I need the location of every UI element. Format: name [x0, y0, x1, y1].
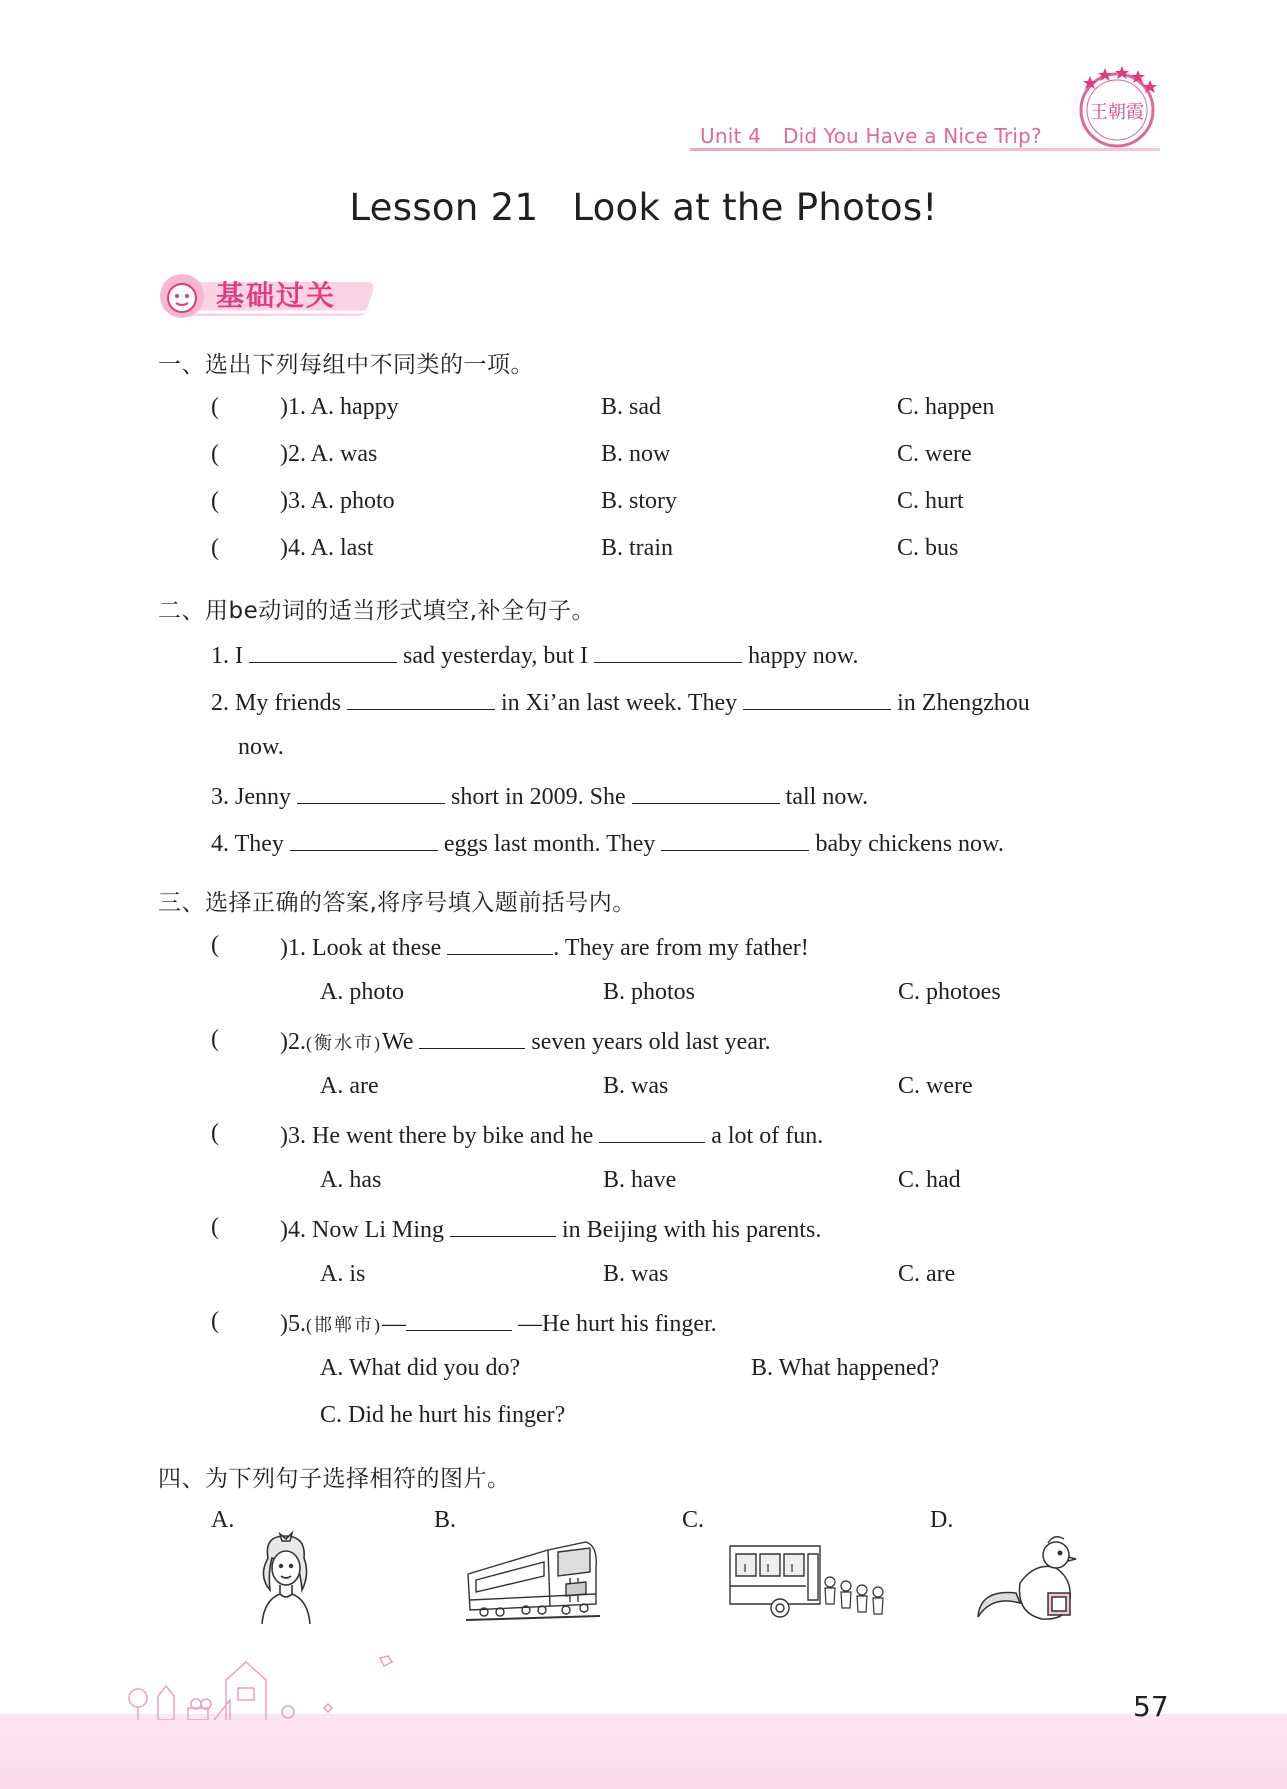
fill-blank[interactable] [594, 640, 742, 663]
girl-picture[interactable] [250, 1528, 320, 1624]
footer-decoration [118, 1648, 418, 1720]
answer-paren[interactable]: ( [211, 932, 219, 958]
s2-sentence-1 [211, 640, 859, 670]
answer-paren[interactable]: ( [211, 1026, 219, 1052]
s2-4-part2: eggs last month. They [443, 831, 656, 857]
s2-3-part1: 3. Jenny [211, 784, 291, 810]
s3-q4-a[interactable]: A. is [320, 1261, 366, 1287]
s2-sentence-2 [211, 687, 1030, 717]
answer-paren[interactable]: ( [211, 488, 219, 514]
s2-sentence-3 [211, 781, 868, 811]
bus-children-picture[interactable] [728, 1542, 892, 1622]
answer-paren[interactable]: ( [211, 1120, 219, 1146]
fill-blank[interactable] [406, 1308, 512, 1331]
s2-2-part1: 2. My friends [211, 690, 341, 716]
s1-q4-c: C. bus [897, 535, 959, 561]
s1-q3-a: )3. A. photo [280, 488, 395, 514]
fill-blank[interactable] [632, 781, 780, 804]
s3-q5-source: (邯郸市) [306, 1315, 382, 1335]
section4-heading: 四、为下列句子选择相符的图片。 [158, 1466, 511, 1492]
answer-paren[interactable]: ( [211, 1214, 219, 1240]
section2-heading: 二、用be动词的适当形式填空,补全句子。 [158, 598, 596, 624]
s3-q4-c[interactable]: C. are [898, 1261, 956, 1287]
s3-q2-stem [280, 1026, 771, 1056]
fill-blank[interactable] [347, 687, 495, 710]
unit-title: Did You Have a Nice Trip? [783, 124, 1042, 148]
answer-paren[interactable]: ( [211, 1308, 219, 1334]
answer-paren[interactable]: ( [211, 441, 219, 467]
s2-4-part1: 4. They [211, 831, 284, 857]
train-picture[interactable] [466, 1528, 600, 1624]
fill-blank[interactable] [599, 1120, 705, 1143]
seal-text: 王朝霞 [1090, 102, 1144, 123]
bird-picture[interactable] [976, 1533, 1086, 1625]
s3-q2-pre: )2. [280, 1029, 306, 1055]
s2-1-part1: 1. I [211, 643, 243, 669]
s2-1-part2: sad yesterday, but I [403, 643, 589, 669]
section3-heading: 三、选择正确的答案,将序号填入题前括号内。 [158, 890, 636, 916]
s3-q2-post: seven years old last year. [531, 1029, 771, 1055]
s2-3-part2: short in 2009. She [451, 784, 626, 810]
fill-blank[interactable] [450, 1214, 556, 1237]
s1-q2-b: B. now [601, 441, 671, 467]
s3-q3-post: a lot of fun. [711, 1123, 824, 1149]
s3-q1-stem [280, 932, 809, 962]
picture-label-a: A. [211, 1507, 235, 1533]
s1-q4-b: B. train [601, 535, 673, 561]
s3-q5-dash: — [382, 1311, 406, 1337]
picture-label-c: C. [682, 1507, 705, 1533]
s1-q3-c: C. hurt [897, 488, 964, 514]
s2-2-part4: now. [238, 734, 284, 760]
s1-q2-a: )2. A. was [280, 441, 378, 467]
s1-q1-c: C. happen [897, 394, 995, 420]
lesson-name: Look at the Photos! [572, 186, 938, 229]
s3-q2-b[interactable]: B. was [603, 1073, 669, 1099]
s3-q2-c[interactable]: C. were [898, 1073, 973, 1099]
s1-q1-a: )1. A. happy [280, 394, 399, 420]
lesson-number: Lesson 21 [349, 186, 539, 229]
fill-blank[interactable] [249, 640, 397, 663]
s3-q2-a[interactable]: A. are [320, 1073, 379, 1099]
s3-q5-b[interactable]: B. What happened? [751, 1355, 940, 1381]
s2-2-part2: in Xi’an last week. They [500, 690, 738, 716]
section1-heading: 一、选出下列每组中不同类的一项。 [158, 352, 534, 378]
s2-sentence-4 [211, 828, 1004, 858]
s3-q2-mid: We [382, 1029, 414, 1055]
s3-q5-post: —He hurt his finger. [518, 1311, 717, 1337]
running-head [700, 124, 1042, 148]
fill-blank[interactable] [419, 1026, 525, 1049]
brand-seal [1072, 62, 1162, 152]
fill-blank[interactable] [297, 781, 445, 804]
s3-q1-a[interactable]: A. photo [320, 979, 404, 1005]
s2-4-part3: baby chickens now. [815, 831, 1004, 857]
s1-q3-b: B. story [601, 488, 678, 514]
s2-3-part3: tall now. [785, 784, 869, 810]
fill-blank[interactable] [447, 932, 553, 955]
s3-q3-b[interactable]: B. have [603, 1167, 677, 1193]
answer-paren[interactable]: ( [211, 535, 219, 561]
s3-q1-post: . They are from my father! [553, 935, 809, 961]
picture-label-d: D. [930, 1507, 954, 1533]
s1-q2-c: C. were [897, 441, 972, 467]
fill-blank[interactable] [290, 828, 438, 851]
s3-q5-c[interactable]: C. Did he hurt his finger? [320, 1402, 566, 1428]
s3-q3-stem [280, 1120, 823, 1150]
page-number: 57 [1133, 1690, 1169, 1723]
s1-q1-b: B. sad [601, 394, 661, 420]
s3-q4-post: in Beijing with his parents. [562, 1217, 822, 1243]
lesson-title [0, 186, 1287, 229]
s1-q4-a: )4. A. last [280, 535, 374, 561]
s3-q1-pre: )1. Look at these [280, 935, 442, 961]
fill-blank[interactable] [661, 828, 809, 851]
s3-q1-b[interactable]: B. photos [603, 979, 696, 1005]
answer-paren[interactable]: ( [211, 394, 219, 420]
s2-2-part3: in Zhengzhou [897, 690, 1030, 716]
fill-blank[interactable] [743, 687, 891, 710]
s2-1-part3: happy now. [748, 643, 859, 669]
s3-q4-stem [280, 1214, 821, 1244]
footer-band [0, 1714, 1287, 1789]
s3-q3-pre: )3. He went there by bike and he [280, 1123, 594, 1149]
s3-q5-pre: )5. [280, 1311, 306, 1337]
s3-q5-a[interactable]: A. What did you do? [320, 1355, 521, 1381]
s3-q1-c[interactable]: C. photoes [898, 979, 1001, 1005]
unit-label: Unit 4 [700, 124, 761, 148]
s3-q4-b[interactable]: B. was [603, 1261, 669, 1287]
picture-label-b: B. [434, 1507, 457, 1533]
badge-label: 基础过关 [216, 279, 337, 312]
s3-q2-source: (衡水市) [306, 1033, 382, 1053]
s3-q4-pre: )4. Now Li Ming [280, 1217, 444, 1243]
s3-q3-a[interactable]: A. has [320, 1167, 382, 1193]
s3-q5-stem [280, 1308, 717, 1338]
s3-q3-c[interactable]: C. had [898, 1167, 961, 1193]
